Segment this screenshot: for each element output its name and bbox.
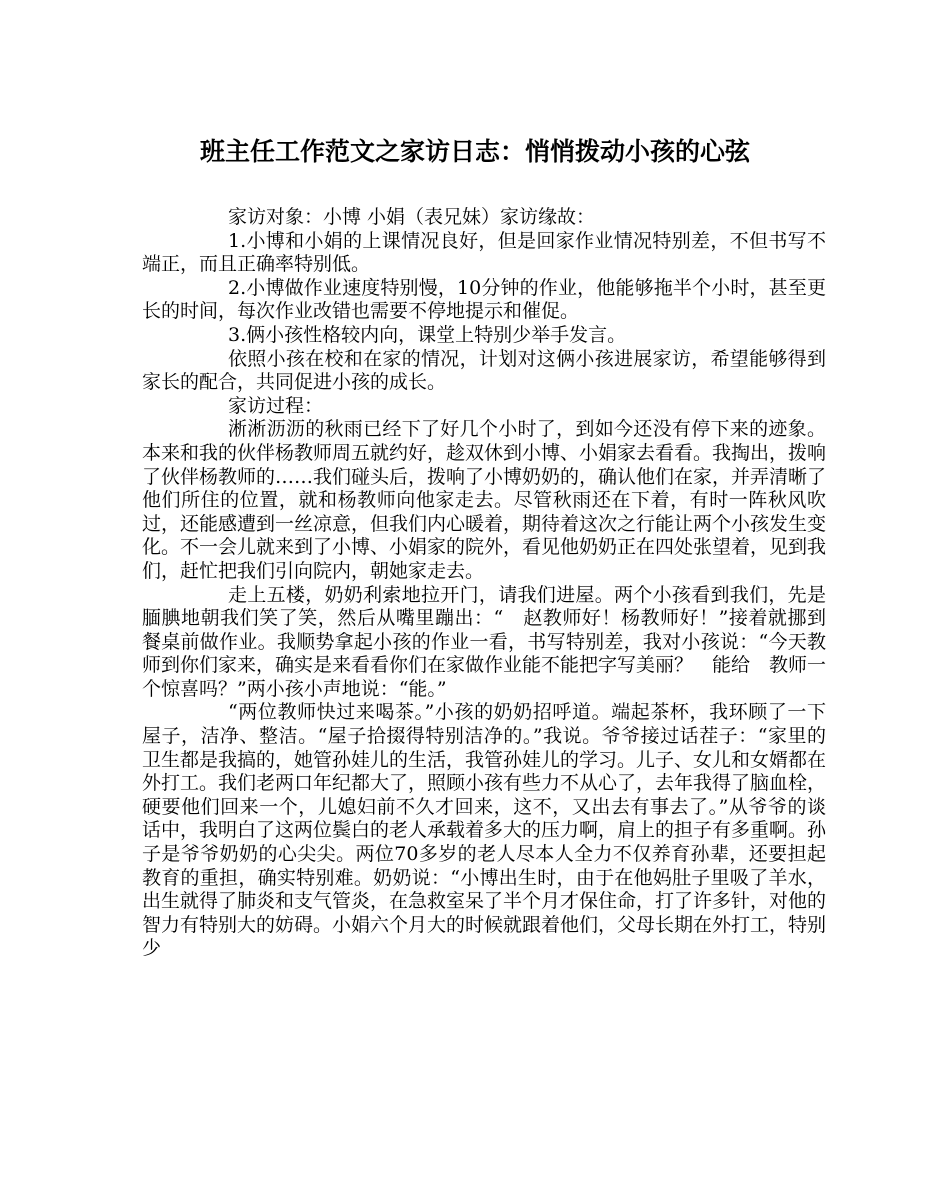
paragraph-rainy-visit: 淅淅沥沥的秋雨已经下了好几个小时了，到如今还没有停下来的迹象。本来和我的伙伴杨教师周五就约好，趁双休到小博、小娟家去看看。我掏出，拨响了伙伴杨教师的……我们碰头后，拨响了小博奶奶的，确认他们在家，并弄清晰了他们所住的位置，就和杨教师向他家走去。尽管秋雨还在下着，有时一阵秋风吹过，还能感遭到一丝凉意，但我们内心暖着，期待着这次之行能让两个小孩发生变化。不一会儿就来到了小博、小娟家的院外，看见他奶奶正在四处张望着，见到我们，赶忙把我们引向院内，朝她家走去。 bbox=[142, 418, 827, 582]
document-title: 班主任工作范文之家访日志：悄悄拨动小孩的心弦 bbox=[199, 137, 750, 166]
document-body bbox=[142, 206, 826, 961]
paragraph-tea-conversation: “两位教师快过来喝茶。”小孩的奶奶招呼道。端起茶杯，我环顾了一下屋子，洁净、整洁。“屋子拾掇得特别洁净的。”我说。爷爷接过话茬子：“家里的卫生都是我搞的，她管孙娃儿的生活，我管孙娃儿的学习。儿子、女儿和女婿都在外打工。我们老两口年纪都大了，照顾小孩有些力不从心了，去年我得了脑血栓，硬要他们回来一个，儿媳妇前不久才回来，这不，又出去有事去了。”从爷爷的谈话中，我明白了这两位鬓白的老人承载着多大的压力啊，肩上的担子有多重啊。孙子是爷爷奶奶的心尖尖。两位70多岁的老人尽本人全力不仅养育孙辈，还要担起教育的重担，确实特别难。奶奶说：“小博出生时，由于在他妈肚子里吸了羊水，出生就得了肺炎和支气管炎，在急救室呆了半个月才保住命，打了许多针，对他的智力有特别大的妨碍。小娟六个月大的时候就跟着他们，父母长期在外打工，特别少 bbox=[142, 701, 827, 960]
paragraph-reason-2: 2.小博做作业速度特别慢，10分钟的作业，他能够拖半个小时，甚至更长的时间，每次作业改错也需要不停地提示和催促。 bbox=[142, 276, 826, 323]
paragraph-reason-3: 3.俩小孩性格较内向，课堂上特别少举手发言。 bbox=[228, 323, 627, 346]
paragraph-fifth-floor: 走上五楼，奶奶利索地拉开门，请我们进屋。两个小孩看到我们，先是腼腆地朝我们笑了笑，然后从嘴里蹦出：“ 赵教师好！杨教师好！”接着就挪到餐桌前做作业。我顺势拿起小孩的作业一看，书写特别差，我对小孩说：“今天教师到你们家来，确实是来看看你们在家做作业能不能把字写美丽？ 能给 教师一个惊喜吗？”两小孩小声地说：“能。” bbox=[142, 583, 827, 700]
paragraph-plan: 依照小孩在校和在家的情况，计划对这俩小孩进展家访，希望能够得到家长的配合，共同促进小孩的成长。 bbox=[142, 347, 826, 394]
paragraph-process-heading: 家访过程： bbox=[228, 394, 324, 417]
paragraph-visit-target: 家访对象：小博 小娟（表兄妹）家访缘故： bbox=[228, 206, 596, 228]
paragraph-reason-1: 1.小博和小娟的上课情况良好，但是回家作业情况特别差，不但书写不端正，而且正确率特别低。 bbox=[142, 229, 826, 276]
